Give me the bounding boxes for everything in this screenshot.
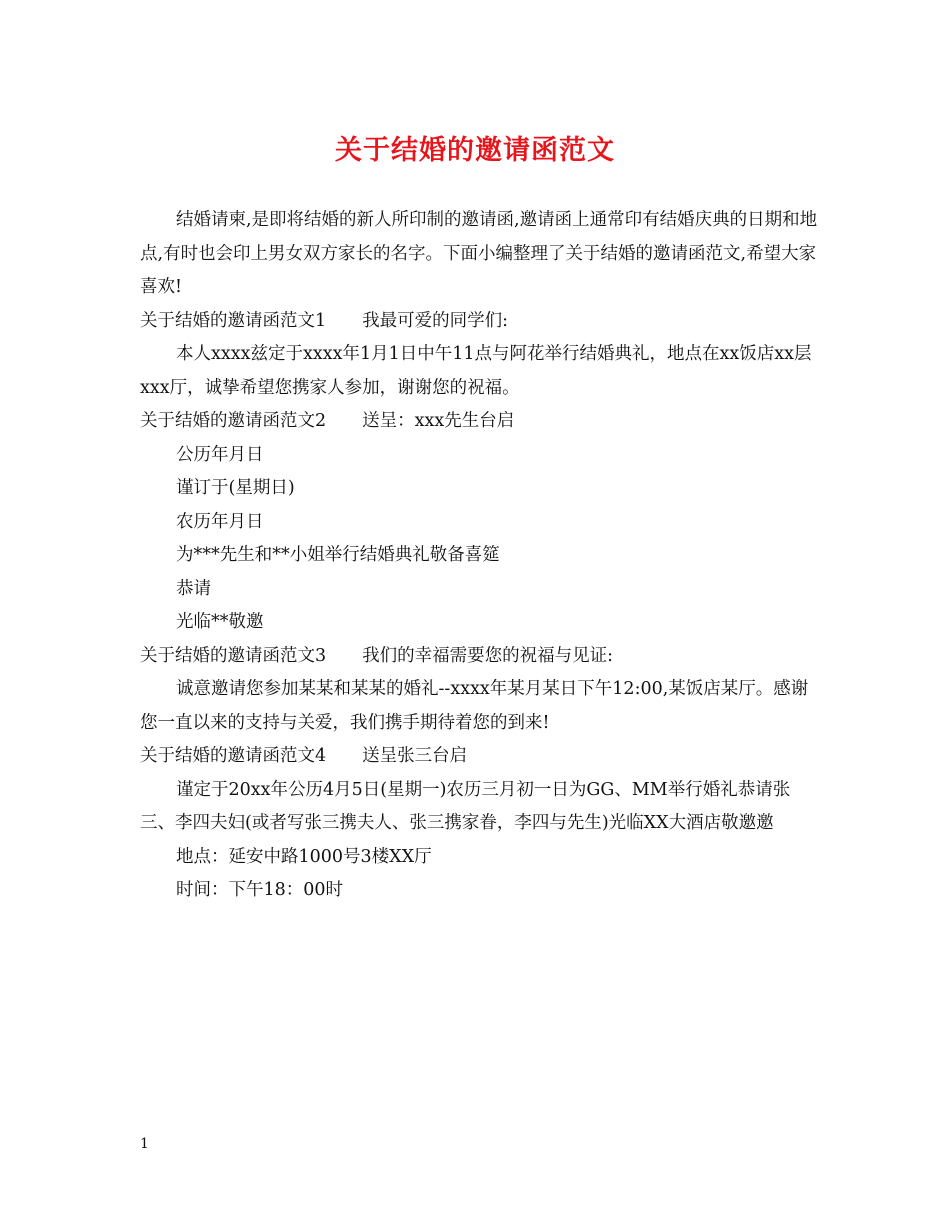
sample4-time: 时间：下午18：00时 [176,880,344,900]
sample2-line-lunar-date: 农历年月日 [176,511,264,532]
sample4-heading-line [140,740,820,774]
sample2-heading: 关于结婚的邀请函范文2 [140,411,327,431]
sample2-line-invite: 恭请 [176,578,211,599]
sample3-body: 诚意邀请您参加某某和某某的婚礼--xxxx年某月某日下午12:00,某饭店某厅。感谢您一直以来的支持与关爱，我们携手期待着您的到来! [140,679,809,733]
sample1-body: 本人xxxx兹定于xxxx年1月1日中午11点与阿花举行结婚典礼，地点在xx饭店xx层xxx厅，诚挚希望您携家人参加，谢谢您的祝福。 [140,344,812,398]
sample1-heading-line [140,305,820,339]
sample3-heading: 关于结婚的邀请函范文3 [140,645,327,666]
document-title: 关于结婚的邀请函范文 [335,135,615,166]
sample4-location: 地点：延安中路1000号3楼XX厅 [176,846,432,867]
sample2-heading-line [140,405,820,439]
sample2-line-banquet: 为***先生和**小姐举行结婚典礼敬备喜筵 [176,545,500,565]
sample2-line-solar-date: 公历年月日 [176,444,264,465]
sample4-heading: 关于结婚的邀请函范文4 [140,746,327,766]
sample3-heading-line [140,640,820,674]
sample3-greeting: 我们的幸福需要您的祝福与见证: [362,645,614,666]
sample1-greeting: 我最可爱的同学们: [362,310,509,331]
sample2-line-weekday: 谨订于(星期日) [176,478,295,498]
sample4-body: 谨定于20xx年公历4月5日(星期一)农历三月初一日为GG、MM举行婚礼恭请张三、李四夫妇(或者写张三携夫人、张三携家眷，李四与先生)光临XX大酒店敬邀邀 [140,779,791,833]
sample4-greeting: 送呈张三台启 [362,746,468,766]
sample2-line-signoff: 光临**敬邀 [176,612,264,632]
sample2-greeting: 送呈：xxx先生台启 [362,411,515,431]
sample1-heading: 关于结婚的邀请函范文1 [140,310,327,331]
intro-paragraph: 结婚请柬,是即将结婚的新人所印制的邀请函,邀请函上通常印有结婚庆典的日期和地点,有时也会印上男女双方家长的名字。下面小编整理了关于结婚的邀请函范文,希望大家喜欢! [140,210,818,297]
document-body [140,204,820,908]
page-number: 1 [140,1136,149,1152]
